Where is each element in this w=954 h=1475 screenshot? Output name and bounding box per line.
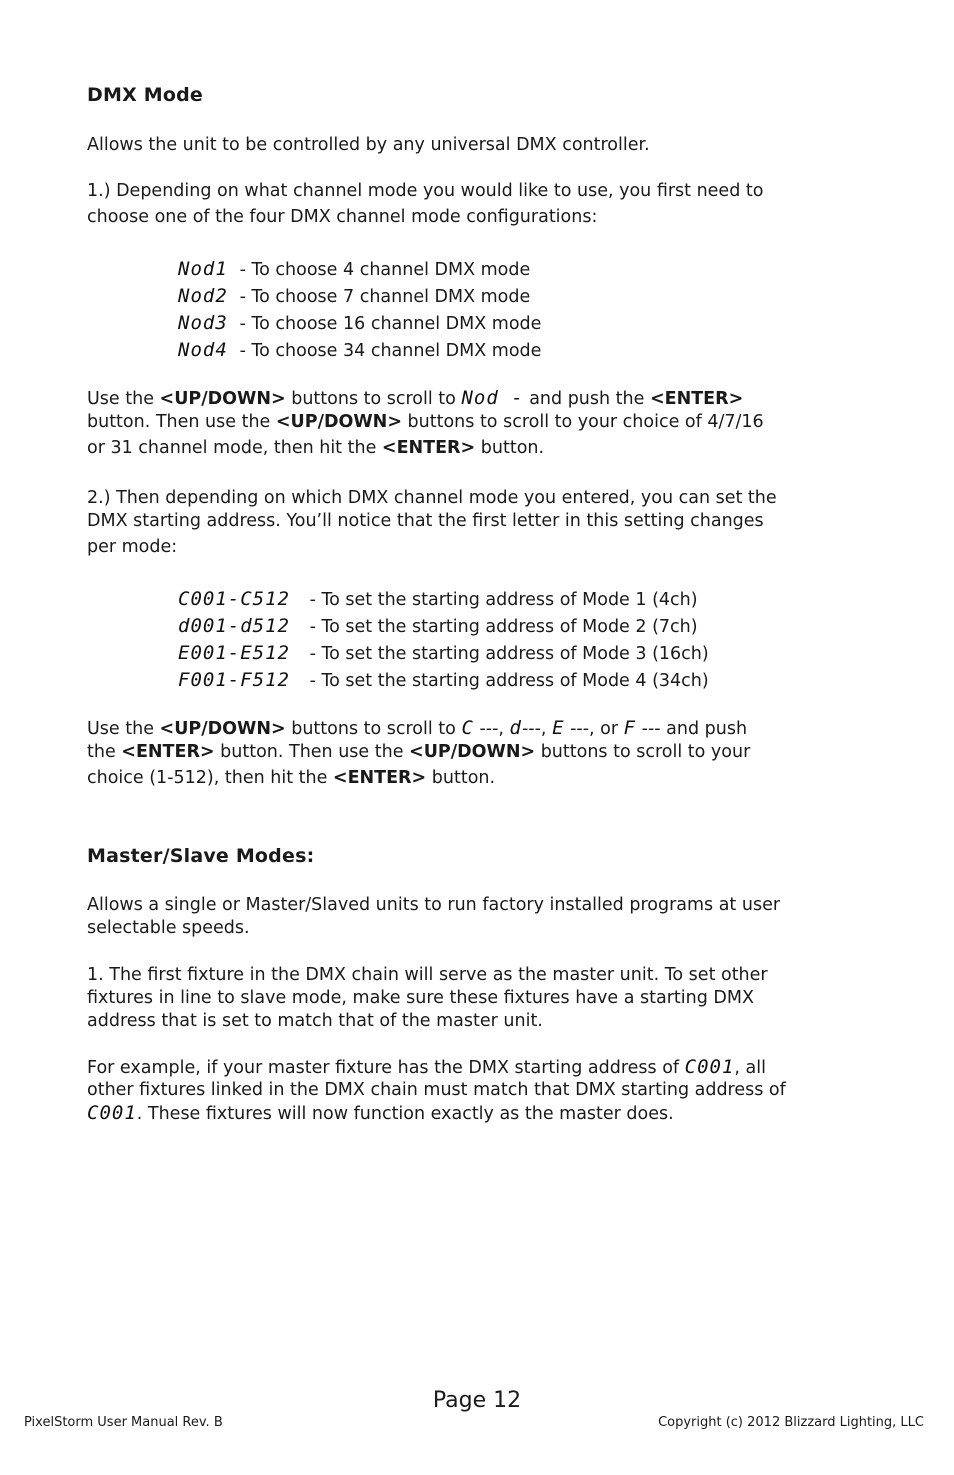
address-item [178,667,709,694]
dmx-step2-line2: DMX starting address. You’ll notice that the first letter in this setting changes [87,511,764,531]
lcd-code: d001-d512 [178,615,290,637]
usage2-line2: the <ENTER> button. Then use the <UP/DOWN> buttons to scroll to your [87,742,751,762]
master-intro-line2: selectable speeds. [87,918,250,938]
mode-item [178,283,541,310]
lcd-code: C [461,717,474,739]
lcd-code: Nod3 [178,312,228,334]
master-p2-line3: C001. These fixtures will now function exactly as the master does. [87,1102,674,1124]
mode-list [178,256,541,364]
usage2-line3: choice (1-512), then hit the <ENTER> button. [87,768,496,788]
address-item [178,586,709,613]
lcd-code: C001 [87,1102,137,1124]
dmx-intro: Allows the unit to be controlled by any universal DMX controller. [87,135,650,155]
footer-manual-title: PixelStorm User Manual Rev. B [24,1415,223,1430]
lcd-code: E001-E512 [178,642,290,664]
mode-desc: - To choose 7 channel DMX mode [234,287,531,307]
master-p2-line2: other fixtures linked in the DMX chain must match that DMX starting address of [87,1080,786,1100]
usage2-line1: Use the <UP/DOWN> buttons to scroll to C ---, d---, E ---, or F --- and push [87,717,748,739]
usage1-line1: Use the <UP/DOWN> buttons to scroll to Nod - and push the <ENTER> [87,387,744,409]
page-number: Page 12 [432,1388,522,1413]
mode-desc: - To choose 34 channel DMX mode [234,341,542,361]
address-list [178,586,709,694]
usage1-line2: button. Then use the <UP/DOWN> buttons to scroll to your choice of 4/7/16 [87,412,764,432]
master-p1-line1: 1. The first fixture in the DMX chain will serve as the master unit. To set other [87,965,768,985]
address-item [178,613,709,640]
lcd-code: E [552,717,565,739]
usage1-line3: or 31 channel mode, then hit the <ENTER> button. [87,438,545,458]
dmx-step2-line1: 2.) Then depending on which DMX channel mode you entered, you can set the [87,488,777,508]
address-desc: - To set the starting address of Mode 1 (4ch) [304,590,698,610]
lcd-code: d [509,717,522,739]
lcd-code: Nod - [461,387,524,409]
master-slave-heading: Master/Slave Modes: [87,845,315,867]
lcd-code: Nod4 [178,339,228,361]
dmx-mode-heading: DMX Mode [87,84,203,106]
address-desc: - To set the starting address of Mode 3 (16ch) [304,644,709,664]
dmx-step2-line3: per mode: [87,537,178,557]
address-item [178,640,709,667]
lcd-code: C001-C512 [178,588,290,610]
master-p1-line3: address that is set to match that of the master unit. [87,1011,543,1031]
lcd-code: Nod1 [178,258,228,280]
master-p1-line2: fixtures in line to slave mode, make sure these fixtures have a starting DMX [87,988,754,1008]
lcd-code: F [623,717,637,739]
lcd-code: C001 [684,1056,735,1078]
lcd-code: F001-F512 [178,669,290,691]
mode-item [178,310,541,337]
dmx-step1-line1: 1.) Depending on what channel mode you would like to use, you first need to [87,181,764,201]
dmx-step1-line2: choose one of the four DMX channel mode configurations: [87,207,598,227]
master-intro-line1: Allows a single or Master/Slaved units to run factory installed programs at user [87,895,781,915]
mode-item [178,337,541,364]
mode-desc: - To choose 4 channel DMX mode [234,260,531,280]
address-desc: - To set the starting address of Mode 4 (34ch) [304,671,709,691]
mode-desc: - To choose 16 channel DMX mode [234,314,542,334]
footer-copyright: Copyright (c) 2012 Blizzard Lighting, LLC [658,1415,924,1430]
address-desc: - To set the starting address of Mode 2 (7ch) [304,617,698,637]
master-p2-line1: For example, if your master fixture has the DMX starting address of C001, all [87,1056,766,1078]
lcd-code: Nod2 [178,285,228,307]
mode-item [178,256,541,283]
